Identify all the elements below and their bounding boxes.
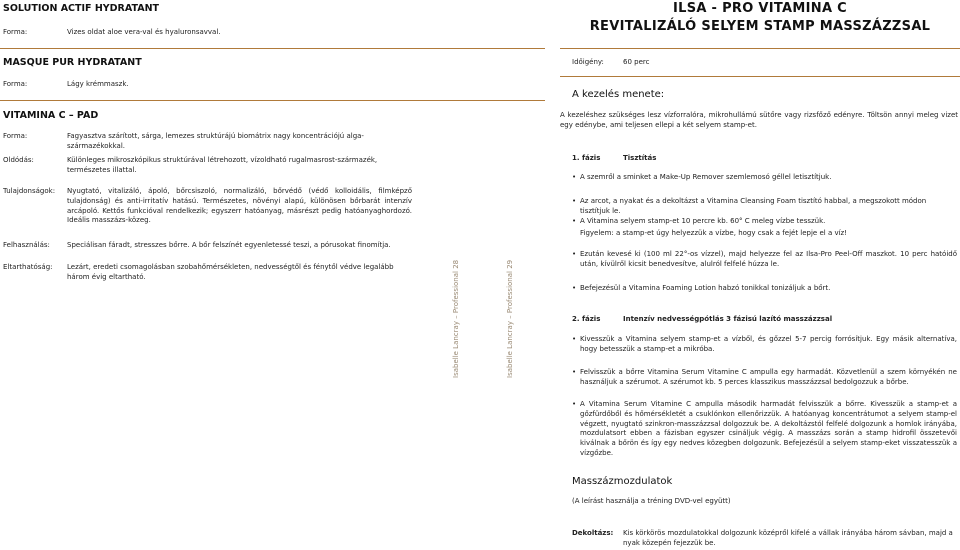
dekoltazs-label: Dekoltázs: [572,529,614,537]
list-item: • Ezután kevesé ki (100 ml 22°-os vízzel), majd helyezze fel az Ilsa-Pro Peel-Off maszkot. 10 perc hatóidő után, kívülről kicsit benedvesítve, alulról felfelé húzza le. [572,250,957,268]
phase2-number: 2. fázis [572,315,601,323]
tulajdonsagok-value: Nyugtató, vitalizáló, ápoló, bőrcsiszoló, normalizáló, bőrvédő (védő kolloidális, filmképző tulajdonság) és anti-irritatív hatású. Természetes, növényi alapú, különösen bőrbarát intenzív arcápoló. Kettős funkcióval rendelkezik; egyszerr hatóanyag, másrészt pedig hatóanyaghordozó. Ideális masszázs-közeg. [67,187,412,225]
intro-text: A kezeléshez szükséges lesz vízforralóra, mikrohullámú sütőre vagy rizsfőző edényre. Töltsön annyi meleg vizet egy edénybe, ami teljesen ellepi a két selyem stamp-et. [560,111,958,129]
dekoltazs-value: Kis körkörös mozdulatokkal dolgozunk középről kifelé a vállak irányába három sávban, majd a nyak közepén fejezzük be. [623,529,953,547]
page-title [560,0,960,35]
phase2-title: Intenzív nedvességpótlás 3 fázisú lazító masszázzsal [623,315,833,323]
massage-heading: Masszázmozdulatok [572,476,673,487]
eltarthatosag-label: Eltarthatóság: [3,263,53,271]
tulajdonsagok-label: Tulajdonságok: [3,187,56,195]
vitamina-title: VITAMINA C – PAD [3,110,99,121]
list-item: • A szemről a sminket a Make-Up Remover szemlemosó géllel letisztítjuk. [572,173,832,181]
list-item: • Az arcot, a nyakat és a dekoltázst a Vitamina Cleansing Foam tisztító habbal, a megszokott módon tisztítjuk le. [572,197,927,215]
phase1-title: Tisztítás [623,154,657,162]
phase1-number: 1. fázis [572,154,601,162]
divider [0,48,545,49]
masque-title: MASQUE PUR HYDRATANT [3,57,142,68]
solution-form-value: Vizes oldat aloe vera-val és hyaluronsavval. [67,28,221,36]
vitamina-form-label: Forma: [3,132,28,140]
eltarthatosag-value: Lezárt, eredeti csomagolásban szobahőmérsékleten, nedvességtől és fénytől védve legalább három évig eltartható. [67,263,394,281]
solution-title: SOLUTION ACTIF HYDRATANT [3,3,160,14]
divider [0,100,545,101]
title-line-1: ILSA - PRO VITAMINA C [672,1,847,16]
felhasznalas-label: Felhasználás: [3,241,50,249]
solution-form-label: Forma: [3,28,28,36]
list-item: • Befejezésül a Vitamina Foaming Lotion habzó tonikkal tonizáljuk a bőrt. [572,284,831,292]
time-value: 60 perc [623,58,650,66]
oldodas-value: Különleges mikroszkópikus struktúrával létrehozott, vízoldható rugalmasrost-származék, természetes illattal. [67,156,378,174]
masque-form-label: Forma: [3,80,28,88]
method-heading: A kezelés menete: [572,89,665,100]
oldodas-label: Oldódás: [3,156,34,164]
title-line-2: REVITALIZÁLÓ SELYEM STAMP MASSZÁZZSAL [589,18,931,34]
felhasznalas-value: Speciálisan fáradt, stresszes bőrre. A bőr felszínét egyenletessé teszi, a pórusokat finomítja. [67,241,391,249]
list-item: • Felvisszük a bőrre Vitamina Serum Vitamine C ampulla egy harmadát. Közvetlenül a szem környékén ne használjuk a szérumot. A szérumot kb. 5 perces klasszikus masszázzsal bedolgozzuk a bőrbe. [572,368,957,386]
divider [560,76,960,77]
masque-form-value: Lágy krémmaszk. [67,80,129,88]
spine-label-right: Isabelle Lancray – Professional 29 [506,259,514,378]
list-item: • A Vitamina selyem stamp-et 10 percre kb. 60° C meleg vízbe tesszük. [572,217,826,225]
list-item: • A Vitamina Serum Vitamine C ampulla második harmadát felvisszük a bőrre. Kivesszük a stamp-et a gőzfürdőből és hőmérsékletét a csuklónkon ellenőrizzük. A hatóanyag koncentrátumot a selyem stamp-el végzett, nyugtató szinkron-masszázzsal dolgozzuk be. A dekoltázstól felfelé dolgozunk a homlok irányába, mozdulatsort ebben a fázisban egyszer csináljuk végig. A masszázs során a stamp hidrofil összetevői kiválnak a bőrön és így egy nedves közegben dolgozunk. Befejezésül a selyem stamp-eket visszatesszük a vízgőzbe. [572,400,957,457]
spine-label-left: Isabelle Lancray – Professional 28 [452,259,460,378]
phase1-note: Figyelem: a stamp-et úgy helyezzük a vízbe, hogy csak a fejét lepje el a víz! [580,229,848,237]
divider [560,48,960,49]
massage-subtitle: (A leírást használja a tréning DVD-vel együtt) [572,497,731,505]
time-label: Időigény: [572,58,604,66]
vitamina-form-value: Fagyasztva szárított, sárga, lemezes struktúrájú biomátrix nagy koncentrációjú alga-származékokkal. [67,132,364,150]
list-item: • Kivesszük a Vitamina selyem stamp-et a vízből, és gőzzel 5-7 percig forrósítjuk. Egy másik alternatíva, hogy betesszük a stamp-et a mikróba. [572,335,957,353]
